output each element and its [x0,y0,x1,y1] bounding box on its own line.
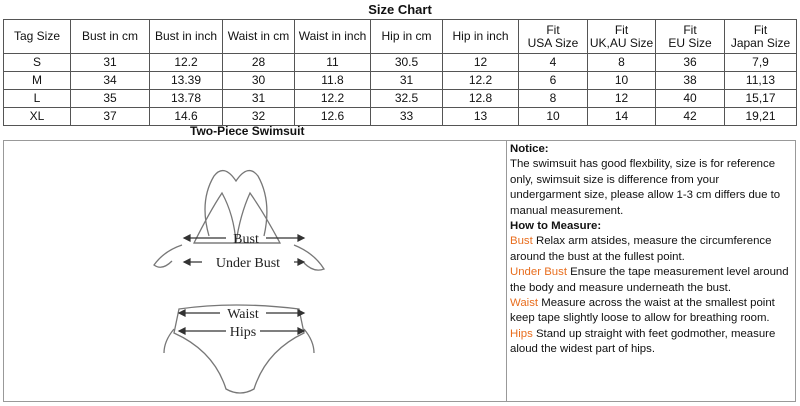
table-cell: 12.2 [150,54,223,72]
table-row [4,108,797,126]
column-header [725,20,797,54]
measure-text: Stand up straight with feet godmother, measure aloud the widest part of hips. [510,327,776,356]
measure-key: Waist [510,297,539,310]
column-header-line1: Tag Size [13,29,61,43]
table-cell: 11.8 [295,72,371,90]
swimsuit-diagram [4,141,506,401]
column-header-line1: Hip in inch [452,29,509,43]
table-cell: 10 [519,108,588,126]
table-cell: 14 [588,108,656,126]
column-header-line1: Bust in cm [81,29,138,43]
table-cell: 37 [71,108,150,126]
measure-item-under-bust [510,265,792,296]
column-header [443,20,519,54]
table-cell: M [4,72,71,90]
table-cell: 30.5 [371,54,443,72]
table-cell: 11,13 [725,72,797,90]
under-bust-label: Under Bust [215,256,281,271]
column-header [223,20,295,54]
right-bottom-tie [304,329,314,353]
how-to-measure-heading: How to Measure: [510,220,602,233]
table-cell: 38 [656,72,725,90]
measurement-illustration-panel [3,140,507,402]
table-cell: 31 [71,54,150,72]
column-header-line1: Fit [614,22,629,37]
table-cell: 6 [519,72,588,90]
table-cell: 35 [71,90,150,108]
table-cell: S [4,54,71,72]
table-cell: 15,17 [725,90,797,108]
table-cell: 32 [223,108,295,126]
waist-label: Waist [227,307,259,322]
size-chart-table [3,19,797,126]
column-header-line1: Waist in cm [227,29,290,43]
table-cell: 12 [588,90,656,108]
column-header-line1: Fit [683,22,697,37]
table-row [4,72,797,90]
table-cell: 31 [223,90,295,108]
measure-item-bust [510,234,792,265]
table-cell: 14.6 [150,108,223,126]
swimsuit-subtitle: Two-Piece Swimsuit [190,124,305,138]
table-cell: 12.6 [295,108,371,126]
column-header [656,20,725,54]
left-cup [194,193,236,243]
table-cell: 42 [656,108,725,126]
hips-label: Hips [229,325,257,340]
size-chart-title: Size Chart [368,2,432,17]
column-header [71,20,150,54]
column-header-line1: Hip in cm [381,29,432,43]
column-header-line2: UK,AU Size [589,35,654,50]
column-header [519,20,588,54]
column-header-line1: Bust in inch [154,29,218,43]
measure-text: Ensure the tape measurement level around the body and measure underneath the bust. [510,266,789,294]
table-cell: 12 [443,54,519,72]
table-cell: 30 [223,72,295,90]
table-cell: 40 [656,90,725,108]
table-cell: 33 [371,108,443,126]
table-cell: L [4,90,71,108]
measure-key: Hips [510,327,533,340]
column-header-line1: Fit [753,22,768,37]
measure-text: Measure across the waist at the smallest point keep tape slightly loose to allow for breathing room. [510,297,775,325]
table-cell: 10 [588,72,656,90]
table-cell: 12.2 [443,72,519,90]
table-cell: 12.8 [443,90,519,108]
table-cell: 31 [371,72,443,90]
notice-panel [507,140,796,402]
table-header-row [4,20,797,54]
column-header [588,20,656,54]
table-cell: 32.5 [371,90,443,108]
right-tie [294,245,324,270]
table-cell: 36 [656,54,725,72]
table-cell: 19,21 [725,108,797,126]
measure-key: Bust [510,235,533,248]
column-header-line1: Waist in inch [298,29,367,43]
table-cell: 8 [519,90,588,108]
measure-key: Under Bust [510,266,567,279]
notice-heading: Notice: [510,143,549,155]
bust-label: Bust [233,232,259,247]
table-row [4,54,797,72]
table-body [4,54,797,126]
table-cell: 13.39 [150,72,223,90]
column-header [295,20,371,54]
column-header-line1: Fit [546,22,560,37]
table-cell: 13 [443,108,519,126]
table-cell: 7,9 [725,54,797,72]
table-row [4,90,797,108]
table-cell: 8 [588,54,656,72]
measure-item-hips [510,327,792,358]
measure-text: Relax arm atsides, measure the circumference around the bust at the fullest point. [510,235,772,263]
table-cell: 4 [519,54,588,72]
table-cell: 11 [295,54,371,72]
table-cell: 13.78 [150,90,223,108]
column-header-line2: EU Size [668,35,712,50]
measure-item-waist [510,296,792,327]
column-header [150,20,223,54]
left-bottom-tie [164,329,174,353]
left-tie [154,245,182,267]
table-cell: 12.2 [295,90,371,108]
column-header [4,20,71,54]
column-header [371,20,443,54]
table-cell: 34 [71,72,150,90]
notice-text: The swimsuit has good flexbility, size is for reference only, swimsuit size is difference from your undergarment size, please allow 1-3 cm differs due to manual measurement. [510,158,781,217]
column-header-line2: USA Size [527,35,579,50]
table-cell: 28 [223,54,295,72]
column-header-line2: Japan Size [730,35,791,50]
table-cell: XL [4,108,71,126]
